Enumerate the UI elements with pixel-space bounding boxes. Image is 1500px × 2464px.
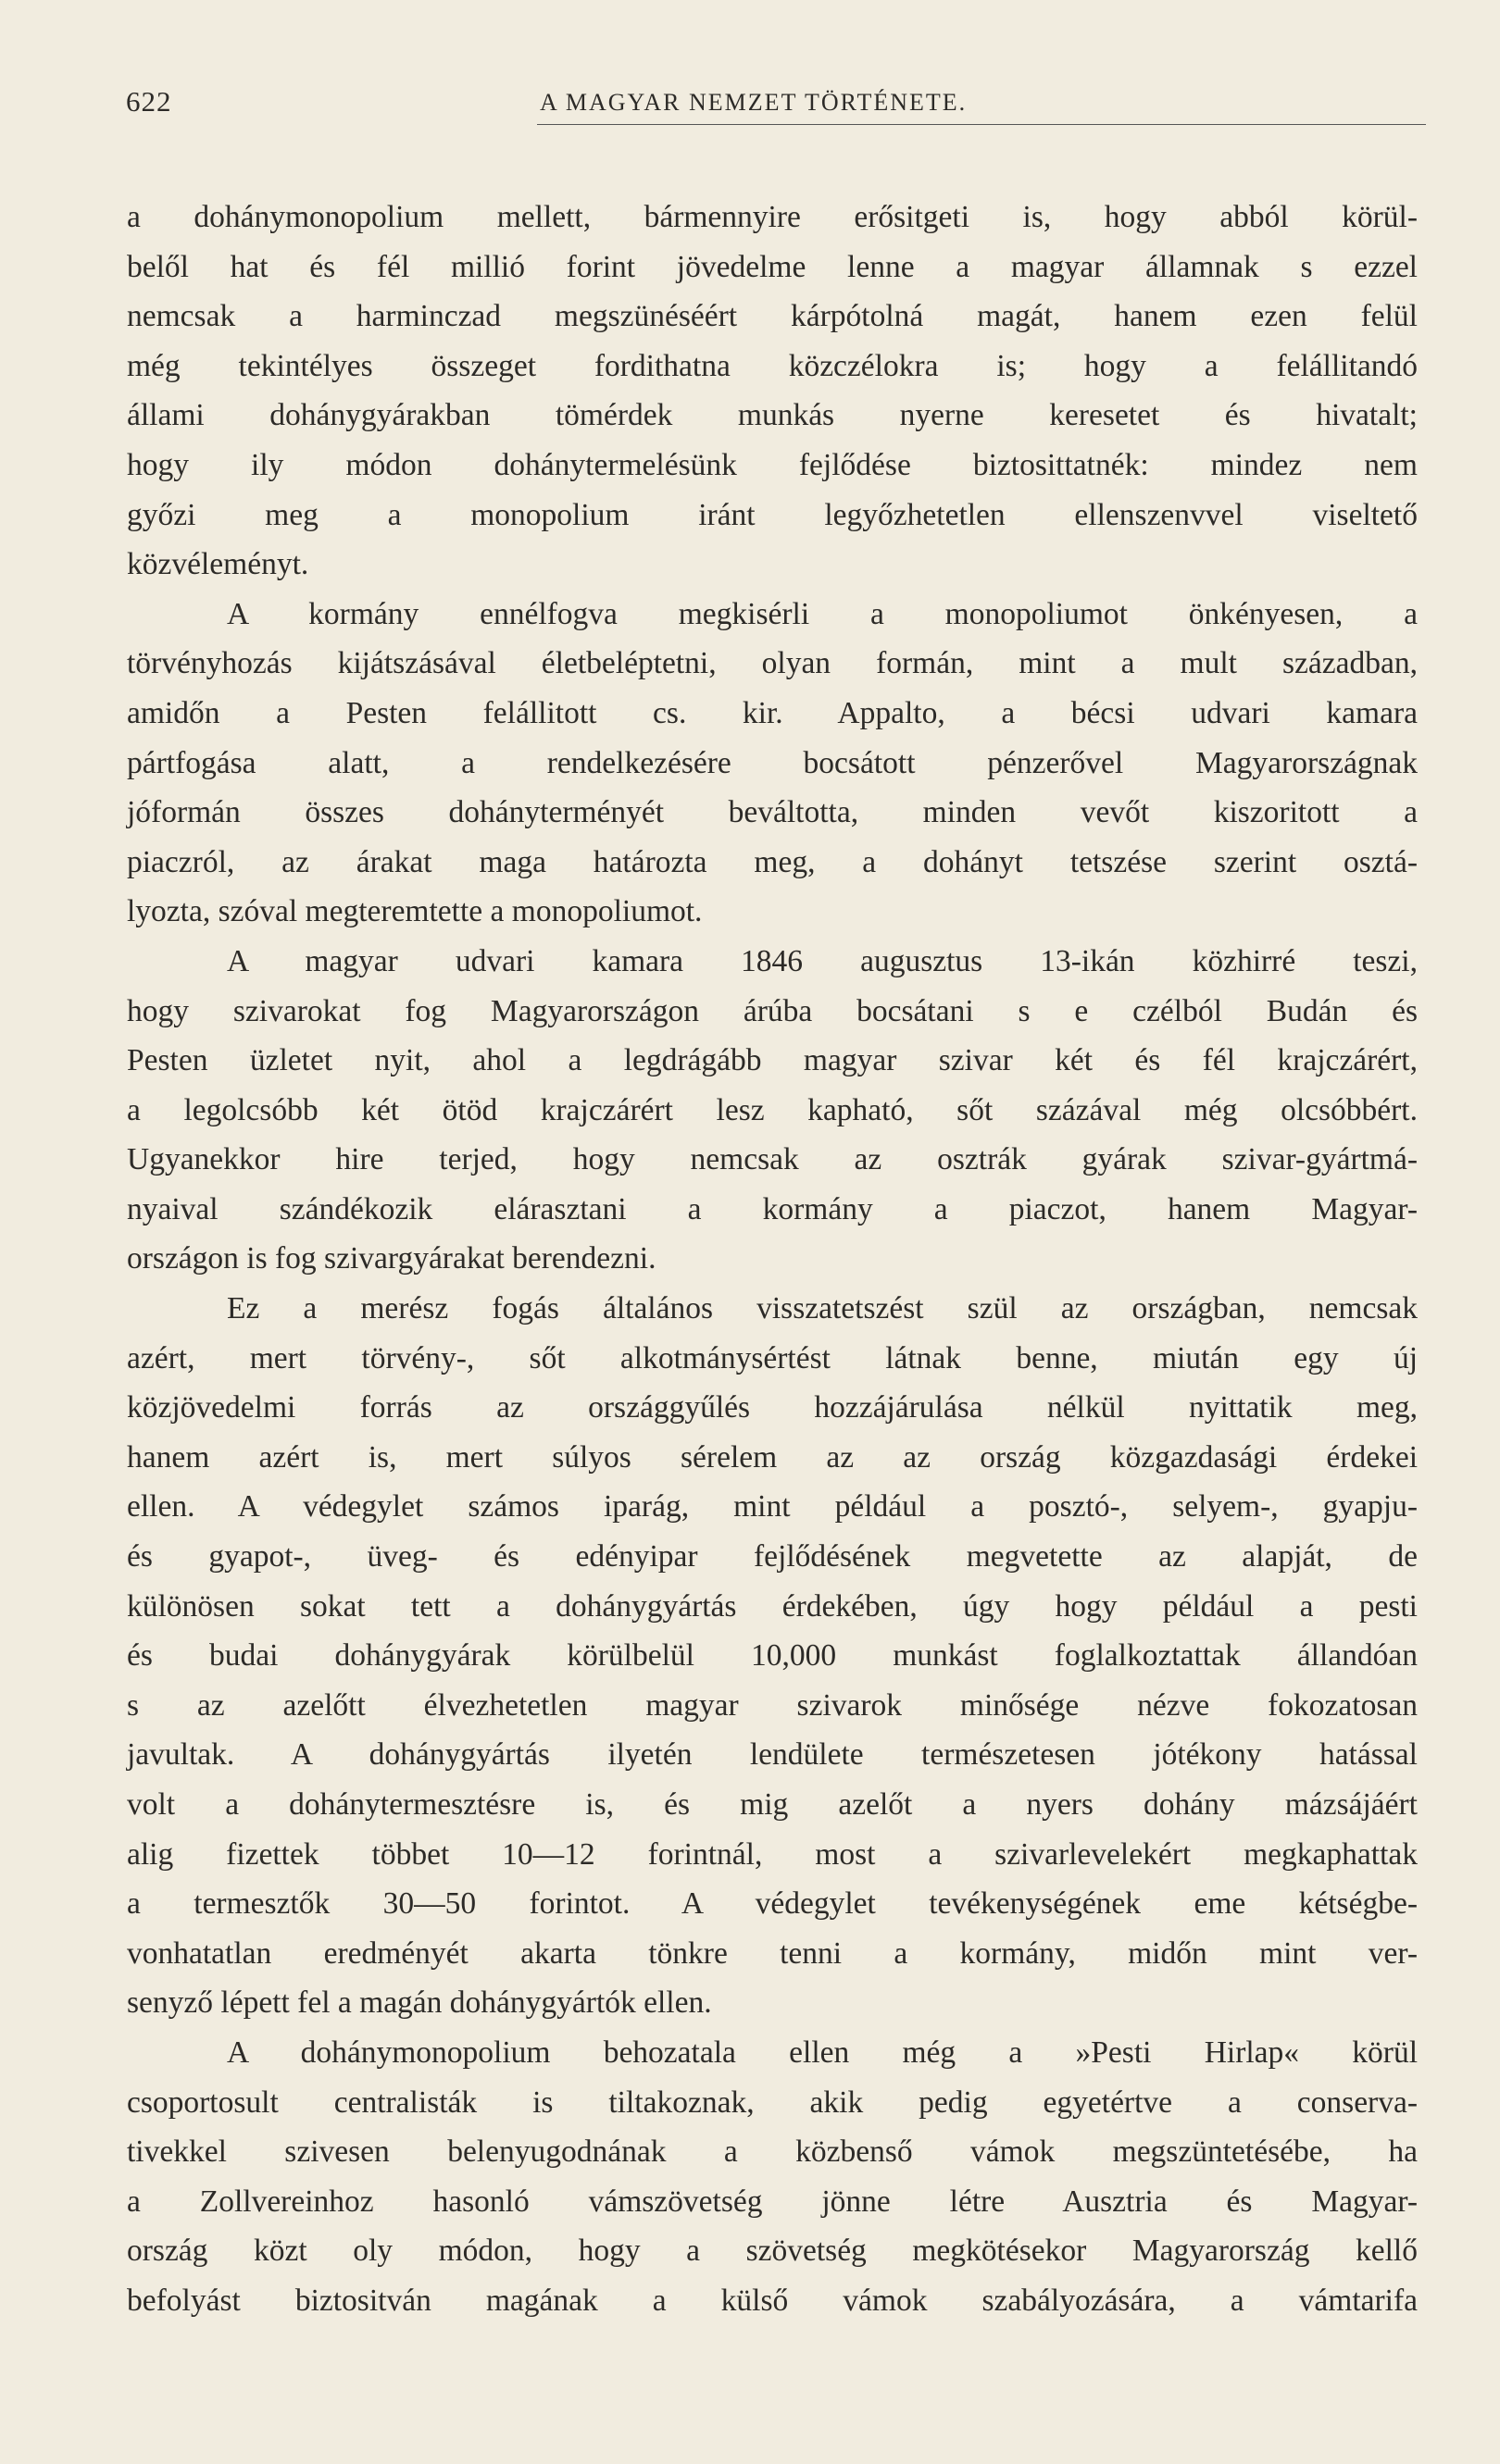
text-line: pártfogása alatt, a rendelkezésére bocsátott pénzerővel Magyarországnak (127, 745, 1418, 780)
text-line: javultak. A dohánygyártás ilyetén lendülete természetesen jótékony hatással (127, 1737, 1418, 1773)
text-line: és gyapot-, üveg- és edényipar fejlődésének megvetette az alapját, de (127, 1539, 1418, 1574)
text-line: állami dohánygyárakban tömérdek munkás nyerne keresetet és hivatalt; (127, 398, 1418, 433)
text-line: azért, mert törvény-, sőt alkotmánysértést látnak benne, miután egy új (127, 1340, 1418, 1375)
text-line: Ez a merész fogás általános visszatetszést szül az országban, nemcsak (227, 1291, 1418, 1326)
text-line: ellen. A védegylet számos iparág, mint például a posztó-, selyem-, gyapju- (127, 1489, 1418, 1524)
text-line: piaczról, az árakat maga határozta meg, a dohányt tetszése szerint osztá- (127, 844, 1418, 879)
text-line: közvéleményt. (127, 547, 309, 582)
text-line: amidőn a Pesten felállitott cs. kir. Appalto, a bécsi udvari kamara (127, 695, 1418, 730)
body-text (127, 193, 1418, 2326)
text-line: a Zollvereinhoz hasonló vámszövetség jönne létre Ausztria és Magyar- (127, 2184, 1418, 2219)
page-header (126, 85, 1422, 122)
text-line: s az azelőtt élvezhetetlen magyar szivarok minősége nézve fokozatosan (127, 1687, 1418, 1723)
page-number: 622 (126, 85, 172, 118)
text-line: A dohánymonopolium behozatala ellen még a »Pesti Hirlap« körül (227, 2035, 1418, 2070)
text-line: alig fizettek többet 10—12 forintnál, most a szivarlevelekért megkaphattak (127, 1836, 1418, 1872)
text-line: befolyást biztositván magának a külső vámok szabályozására, a vámtarifa (127, 2283, 1418, 2318)
text-line: senyző lépett fel a magán dohánygyártók ellen. (127, 1985, 712, 2021)
text-line: nyaival szándékozik elárasztani a kormány a piaczot, hanem Magyar- (127, 1191, 1418, 1226)
paragraph (127, 1284, 1418, 2028)
text-line: belől hat és fél millió forint jövedelme lenne a magyar államnak s ezzel (127, 249, 1418, 284)
running-title: A MAGYAR NEMZET TÖRTÉNETE. (540, 89, 968, 116)
text-line: országon is fog szivargyárakat berendezni. (127, 1241, 656, 1276)
text-line: csoportosult centralisták is tiltakoznak, akik pedig egyetértve a conserva- (127, 2084, 1418, 2120)
paragraph (127, 590, 1418, 937)
text-line: törvényhozás kijátszásával életbeléptetni, olyan formán, mint a mult században, (127, 646, 1418, 681)
text-line: Pesten üzletet nyit, ahol a legdrágább magyar szivar két és fél krajczárért, (127, 1043, 1418, 1078)
text-line: és budai dohánygyárak körülbelül 10,000 munkást foglalkoztattak állandóan (127, 1638, 1418, 1674)
text-line: hanem azért is, mert súlyos sérelem az az ország közgazdasági érdekei (127, 1439, 1418, 1475)
paragraph (127, 937, 1418, 1284)
text-line: hogy ily módon dohánytermelésünk fejlődése biztosittatnék: mindez nem (127, 447, 1418, 482)
paragraph (127, 2028, 1418, 2326)
text-line: győzi meg a monopolium iránt legyőzhetetlen ellenszenvvel viseltető (127, 497, 1418, 532)
text-line: nemcsak a harminczad megszünéséért kárpótolná magát, hanem ezen felül (127, 299, 1418, 334)
header-rule (537, 124, 1426, 125)
text-line: a legolcsóbb két ötöd krajczárért lesz kapható, sőt százával még olcsóbbért. (127, 1092, 1418, 1127)
text-line: jóformán összes dohányterményét beváltotta, minden vevőt kiszoritott a (127, 795, 1418, 830)
text-line: volt a dohánytermesztésre is, és mig azelőt a nyers dohány mázsájáért (127, 1787, 1418, 1822)
text-line: lyozta, szóval megteremtette a monopoliumot. (127, 894, 703, 929)
text-line: A magyar udvari kamara 1846 augusztus 13-ikán közhirré teszi, (227, 943, 1418, 978)
text-line: közjövedelmi forrás az országgyűlés hozzájárulása nélkül nyittatik meg, (127, 1390, 1418, 1425)
text-line: még tekintélyes összeget fordithatna közczélokra is; hogy a felállitandó (127, 348, 1418, 383)
text-line: tivekkel szivesen belenyugodnának a közbenső vámok megszüntetésébe, ha (127, 2134, 1418, 2170)
text-line: vonhatatlan eredményét akarta tönkre tenni a kormány, midőn mint ver- (127, 1935, 1418, 1971)
text-line: ország közt oly módon, hogy a szövetség megkötésekor Magyarország kellő (127, 2234, 1418, 2269)
paragraph (127, 193, 1418, 590)
text-line: Ugyanekkor hire terjed, hogy nemcsak az osztrák gyárak szivar-gyártmá- (127, 1142, 1418, 1177)
text-line: a dohánymonopolium mellett, bármennyire erősitgeti is, hogy abból körül- (127, 200, 1418, 234)
text-line: különösen sokat tett a dohánygyártás érdekében, úgy hogy például a pesti (127, 1588, 1418, 1624)
text-line: a termesztők 30—50 forintot. A védegylet tevékenységének eme kétségbe- (127, 1886, 1418, 1922)
text-line: hogy szivarokat fog Magyarországon árúba bocsátani s e czélból Budán és (127, 993, 1418, 1028)
text-line: A kormány ennélfogva megkisérli a monopoliumot önkényesen, a (227, 596, 1418, 631)
